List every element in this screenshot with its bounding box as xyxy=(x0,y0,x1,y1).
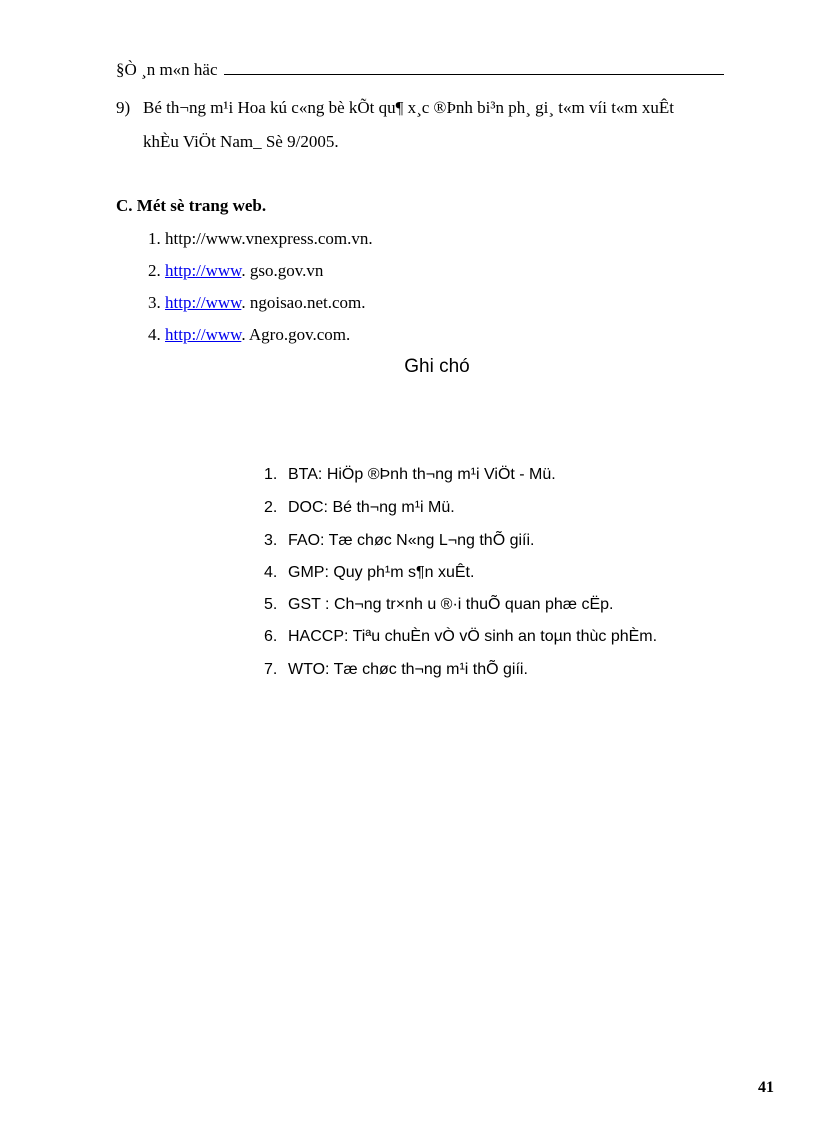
website-text: . ngoisao.net.com. xyxy=(241,293,366,312)
section-title: C. Mét sè trang web. xyxy=(116,196,267,215)
notes-title: Ghi chó xyxy=(404,356,470,377)
reference-item-9 xyxy=(116,98,674,118)
note-item-3 xyxy=(264,532,534,550)
list-number: 3. xyxy=(148,293,161,312)
website-link[interactable]: http://www xyxy=(165,293,242,312)
website-text: . gso.gov.vn xyxy=(241,261,324,280)
list-number: 1. xyxy=(148,229,161,248)
note-text: BTA: HiÖp ®Þnh th¬ng m¹i ViÖt - Mü. xyxy=(288,466,556,483)
website-item-2 xyxy=(148,261,323,281)
website-text: http://www.vnexpress.com.vn. xyxy=(165,229,373,248)
note-text: DOC: Bé th¬ng m¹i Mü. xyxy=(288,499,455,516)
page-number: 41 xyxy=(758,1079,774,1096)
list-number: 6. xyxy=(264,628,278,645)
list-number: 2. xyxy=(264,499,278,516)
topic-line xyxy=(116,58,724,80)
note-text: WTO: Tæ chøc th¬ng m¹i thÕ giíi. xyxy=(288,661,528,678)
list-number: 4. xyxy=(264,564,278,581)
list-number: 5. xyxy=(264,596,278,613)
topic-label: §Ò ¸n m«n häc xyxy=(116,60,218,79)
note-text: FAO: Tæ chøc N«ng L¬ng thÕ giíi. xyxy=(288,532,535,549)
list-number: 7. xyxy=(264,661,278,678)
website-item-3 xyxy=(148,293,366,313)
reference-text-line1: Bé th¬ng m¹i Hoa kú c«ng bè kÕt qu¶ x¸c ®Þnh bi³n ph¸ gi¸ t«m víi t«m xuÊt xyxy=(143,98,674,117)
list-number: 2. xyxy=(148,261,161,280)
reference-number: 9) xyxy=(116,98,131,117)
website-text: . Agro.gov.com. xyxy=(241,325,351,344)
website-link[interactable]: http://www xyxy=(165,325,242,344)
note-item-2 xyxy=(264,499,455,517)
reference-text-line2: khÈu ViÖt Nam_ Sè 9/2005. xyxy=(143,132,339,151)
website-item-1 xyxy=(148,229,373,249)
list-number: 4. xyxy=(148,325,161,344)
note-item-7 xyxy=(264,661,528,679)
topic-blank-line xyxy=(224,58,724,75)
list-number: 1. xyxy=(264,466,278,483)
note-text: HACCP: Tiªu chuÈn vÒ vÖ sinh an toµn thùc phÈm. xyxy=(288,628,658,645)
website-link[interactable]: http://www xyxy=(165,261,242,280)
note-item-1 xyxy=(264,466,556,484)
note-text: GMP: Quy ph¹m s¶n xuÊt. xyxy=(288,564,475,581)
note-item-4 xyxy=(264,564,474,582)
list-number: 3. xyxy=(264,532,278,549)
note-text: GST : Ch¬ng tr×nh u ®·i thuÕ quan phæ cËp. xyxy=(288,596,614,613)
note-item-6 xyxy=(264,628,657,646)
note-item-5 xyxy=(264,596,613,614)
website-item-4 xyxy=(148,325,350,345)
